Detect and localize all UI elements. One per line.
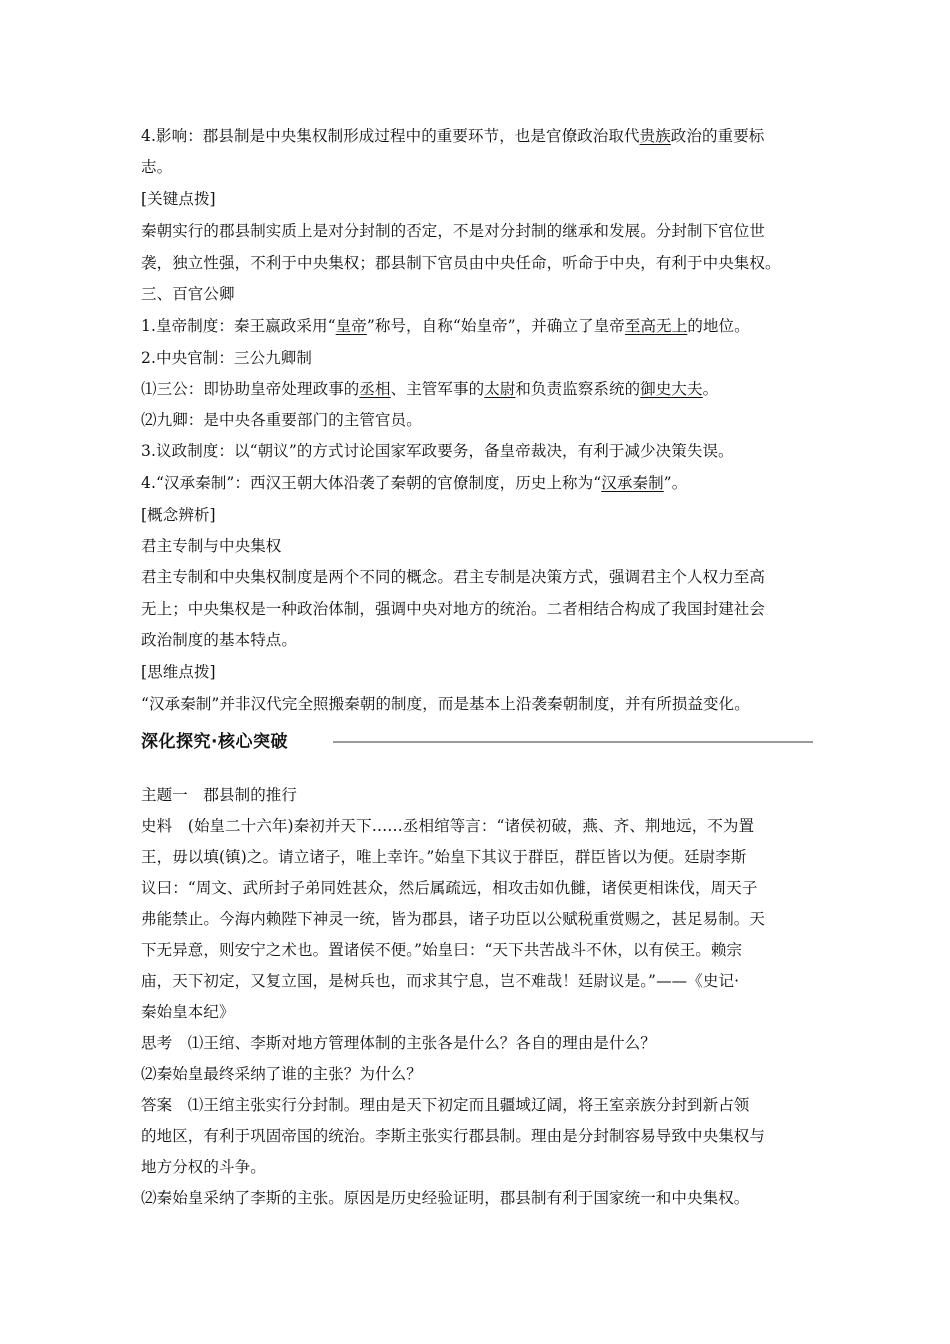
answer-line4: ⑵秦始皇采纳了李斯的主张。原因是历史经验证明，郡县制有利于国家统一和中央集权。 (141, 1189, 750, 1207)
banner-title: 深化探究·核心突破 (141, 732, 288, 752)
concept-line3: 政治制度的基本特点。 (141, 631, 298, 649)
text: 、主管军事的 (390, 380, 485, 398)
topic-title: 主题一 郡县制的推行 (141, 786, 298, 804)
emperor-system-line (141, 316, 821, 336)
thinking-line: “汉承秦制”并非汉代完全照搬秦朝的制度，而是基本上沿袭秦朝制度，并有所损益变化。 (141, 695, 750, 713)
key-point-tag: [关键点拨] (141, 190, 216, 208)
source-line1: 史料 (始皇二十六年)秦初并天下……丞相绾等言：“诸侯初破，燕、齐、荆地远，不为置 (141, 817, 755, 835)
text: 1.皇帝制度：秦王嬴政采用“ (141, 317, 336, 335)
impact-paragraph-line1 (141, 126, 821, 146)
underlined-term: 丞相 (359, 380, 391, 398)
text: 的地位。 (687, 317, 750, 335)
central-officials-line: 2.中央官制：三公九卿制 (141, 349, 312, 367)
source-line3: 议曰：“周文、武所封子弟同姓甚众，然后属疏远，相攻击如仇雠，诸侯更相诛伐，周天子 (141, 879, 758, 897)
concept-tag: [概念辨析] (141, 506, 216, 524)
nine-ministers-line: ⑵九卿：是中央各重要部门的主管官员。 (141, 411, 422, 429)
source-line5: 下无异意，则安宁之术也。置诸侯不便。”始皇曰：“天下共苦战斗不休，以有侯王。赖宗 (141, 941, 743, 959)
answer-line3: 地方分权的斗争。 (141, 1158, 266, 1176)
question-line1: 思考 ⑴王绾、李斯对地方管理体制的主张各是什么？各自的理由是什么？ (141, 1034, 656, 1052)
source-line2: 王，毋以填(镇)之。请立诸子，唯上幸许。”始皇下其议于群臣，群臣皆以为便。廷尉李斯 (141, 848, 747, 866)
key-point-line1: 秦朝实行的郡县制实质上是对分封制的否定，不是对分封制的继承和发展。分封制下官位世 (141, 222, 766, 240)
underlined-term: 贵族 (639, 127, 671, 145)
answer-line2: 的地区，有利于巩固帝国的统治。李斯主张实行郡县制。理由是分封制容易导致中央集权与 (141, 1127, 766, 1145)
text: 政治的重要标 (670, 127, 765, 145)
underlined-term: 汉承秦制 (601, 474, 664, 492)
underlined-term: 皇帝 (335, 317, 367, 335)
source-line4: 弗能禁止。今海内赖陛下神灵一统，皆为郡县，诸子功臣以公赋税重赏赐之，甚足易制。天 (141, 910, 766, 928)
text: 和负责监察系统的 (515, 380, 641, 398)
text: ⑴三公：即协助皇帝处理政事的 (141, 380, 360, 398)
impact-paragraph-line2: 志。 (141, 158, 173, 176)
han-inherits-qin-line (141, 473, 821, 493)
text: ”称号，自称“始皇帝”，并确立了皇帝 (366, 317, 625, 335)
source-line7: 秦始皇本纪》 (141, 1003, 235, 1021)
concept-line1: 君主专制和中央集权制度是两个不同的概念。君主专制是决策方式，强调君主个人权力至高 (141, 568, 766, 586)
banner-rule (333, 741, 813, 743)
three-lords-line (141, 379, 821, 399)
concept-title: 君主专制与中央集权 (141, 537, 282, 555)
concept-line2: 无上；中央集权是一种政治体制，强调中央对地方的统治。二者相结合构成了我国封建社会 (141, 600, 766, 618)
text: 4.影响：郡县制是中央集权制形成过程中的重要环节，也是官僚政治取代 (141, 127, 640, 145)
source-line6: 庙，天下初定，又复立国，是树兵也，而求其宁息，岂不难哉！廷尉议是。”——《史记· (141, 972, 740, 990)
court-discussion-line: 3.议政制度：以“朝议”的方式讨论国家军政要务，备皇帝裁决，有利于减少决策失误。 (141, 442, 734, 460)
underlined-term: 至高无上 (624, 317, 688, 335)
text: 。 (702, 380, 719, 398)
section-banner (141, 730, 813, 756)
thinking-tag: [思维点拨] (141, 663, 216, 681)
question-line2: ⑵秦始皇最终采纳了谁的主张？为什么？ (141, 1065, 422, 1083)
underlined-term: 御史大夫 (640, 380, 703, 398)
text: 4.“汉承秦制”：西汉王朝大体沿袭了秦朝的官僚制度，历史上称为“ (141, 474, 602, 492)
underlined-term: 太尉 (484, 380, 516, 398)
key-point-line2: 袭，独立性强，不利于中央集权；郡县制下官员由中央任命，听命于中央，有利于中央集权。 (141, 254, 781, 272)
text: ”。 (663, 474, 688, 492)
answer-line1: 答案 ⑴王绾主张实行分封制。理由是天下初定而且疆域辽阔，将王室亲族分封到新占领 (141, 1096, 750, 1114)
section-heading: 三、百官公卿 (141, 285, 235, 303)
